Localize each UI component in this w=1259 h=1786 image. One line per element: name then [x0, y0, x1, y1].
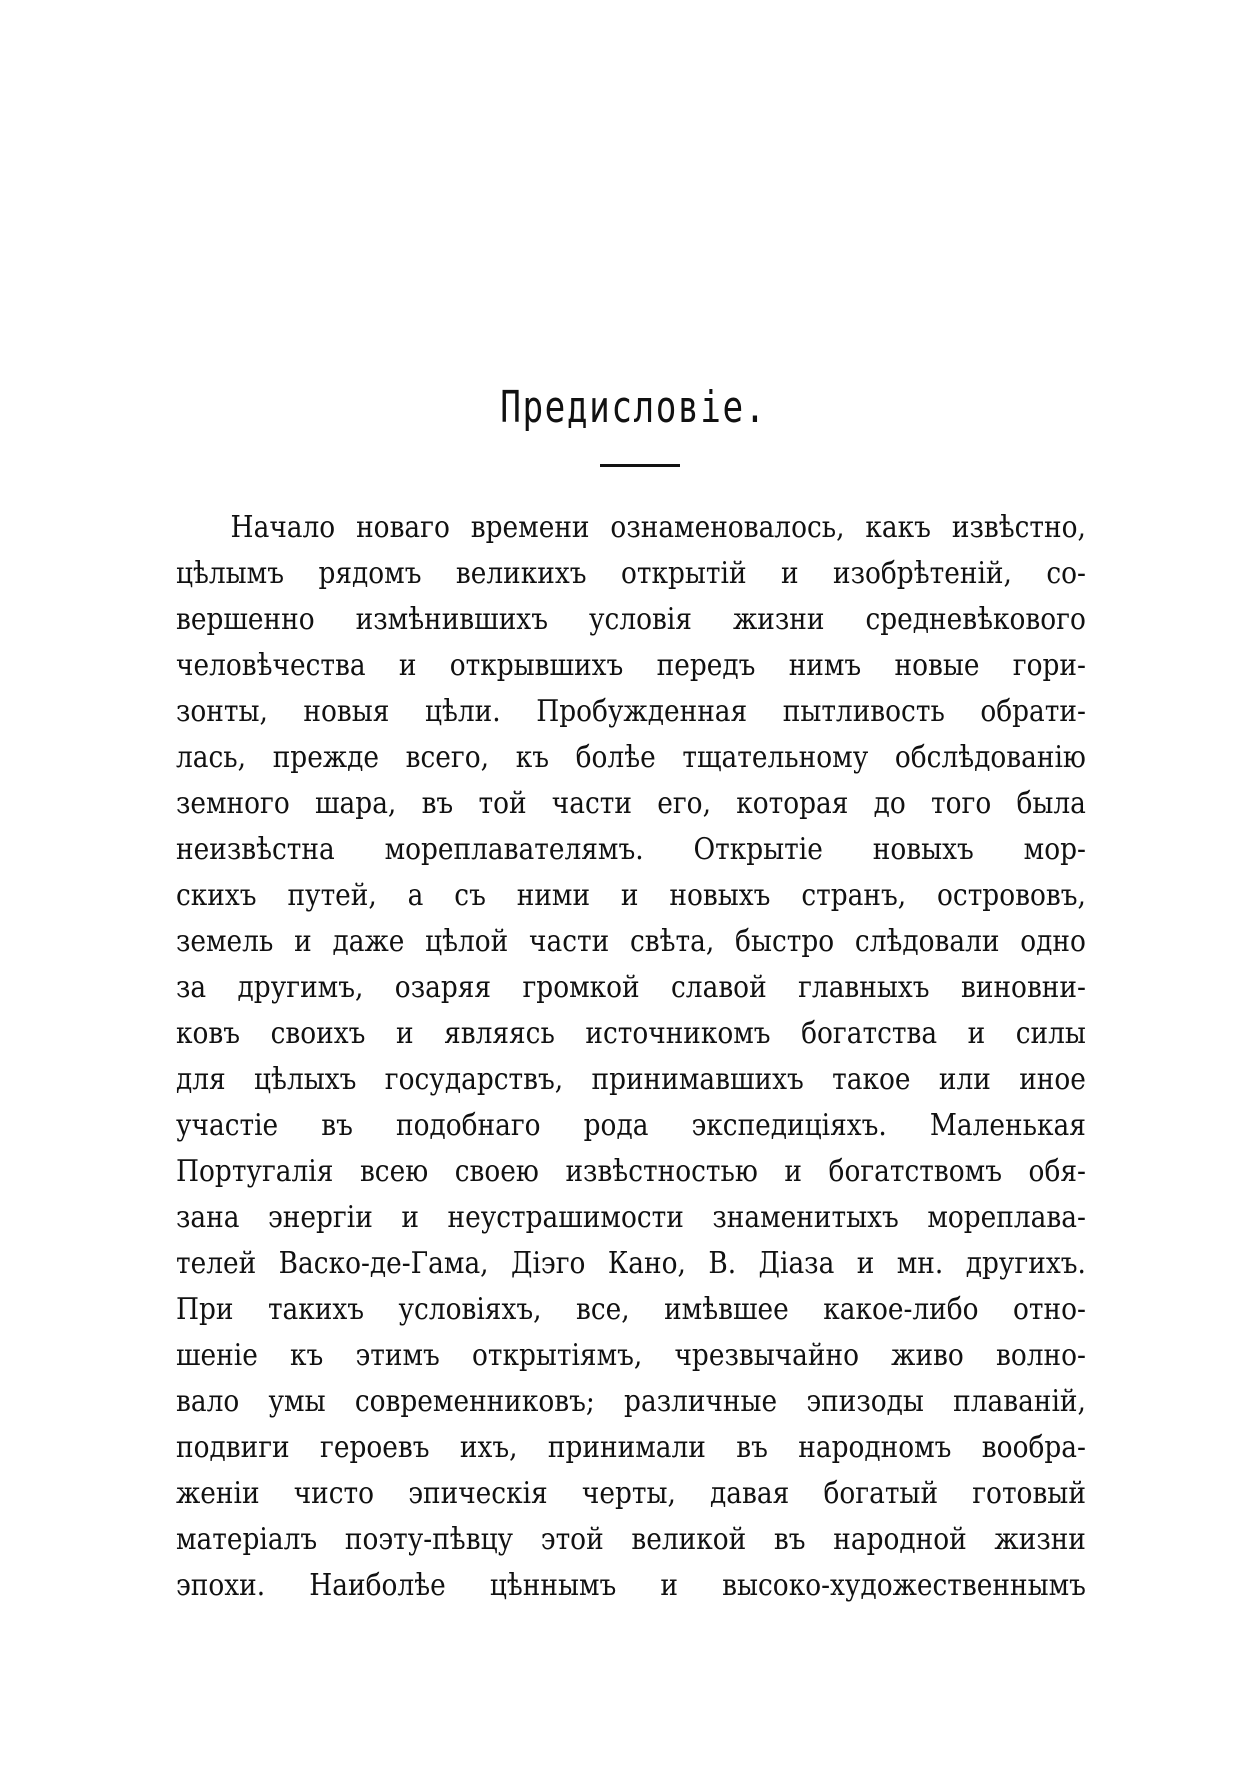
text-line: земного шара, въ той части его, которая до того была: [176, 786, 1086, 821]
text-line: ковъ своихъ и являясь источникомъ богатства и силы: [176, 1016, 1086, 1051]
text-line: за другимъ, озаряя громкой славой главныхъ виновни-: [176, 970, 1086, 1005]
page-title: Предисловіе.: [500, 382, 767, 433]
text-line: лась, прежде всего, къ болѣе тщательному обслѣдованію: [176, 740, 1086, 775]
body-text: [176, 505, 1086, 1609]
text-line: для цѣлыхъ государствъ, принимавшихъ такое или иное: [176, 1062, 1086, 1097]
text-line: участіе въ подобнаго рода экспедиціяхъ. Маленькая: [176, 1108, 1086, 1143]
text-line: зана энергіи и неустрашимости знаменитыхъ мореплава-: [176, 1200, 1086, 1235]
text-line: человѣчества и открывшихъ передъ нимъ новые гори-: [176, 648, 1086, 683]
text-line: земель и даже цѣлой части свѣта, быстро слѣдовали одно: [176, 924, 1086, 959]
text-line: неизвѣстна мореплавателямъ. Открытіе новыхъ мор-: [176, 832, 1086, 867]
text-line: При такихъ условіяхъ, все, имѣвшее какое-либо отно-: [176, 1292, 1086, 1327]
text-line: вершенно измѣнившихъ условія жизни средневѣкового: [176, 602, 1086, 637]
text-line: скихъ путей, а съ ними и новыхъ странъ, острововъ,: [176, 878, 1086, 913]
text-line: цѣлымъ рядомъ великихъ открытій и изобрѣтеній, со-: [176, 556, 1086, 591]
text-line: подвиги героевъ ихъ, принимали въ народномъ вообра-: [176, 1430, 1086, 1465]
text-line: зонты, новыя цѣли. Пробужденная пытливость обрати-: [176, 694, 1086, 729]
text-line: женіи чисто эпическія черты, давая богатый готовый: [176, 1476, 1086, 1511]
text-line: телей Васко-де-Гама, Діэго Кано, В. Діаза и мн. другихъ.: [176, 1246, 1086, 1281]
text-line: матеріалъ поэту-пѣвцу этой великой въ народной жизни: [176, 1522, 1086, 1557]
text-line: Португалія всею своею извѣстностью и богатствомъ обя-: [176, 1154, 1086, 1189]
text-line: эпохи. Наиболѣе цѣннымъ и высоко-художественнымъ: [176, 1568, 1086, 1603]
text-line: вало умы современниковъ; различные эпизоды плаваній,: [176, 1384, 1086, 1419]
text-line: шеніе къ этимъ открытіямъ, чрезвычайно живо волно-: [176, 1338, 1086, 1373]
text-line: Начало новаго времени ознаменовалось, какъ извѣстно,: [230, 510, 1086, 545]
title-divider: [600, 464, 680, 467]
